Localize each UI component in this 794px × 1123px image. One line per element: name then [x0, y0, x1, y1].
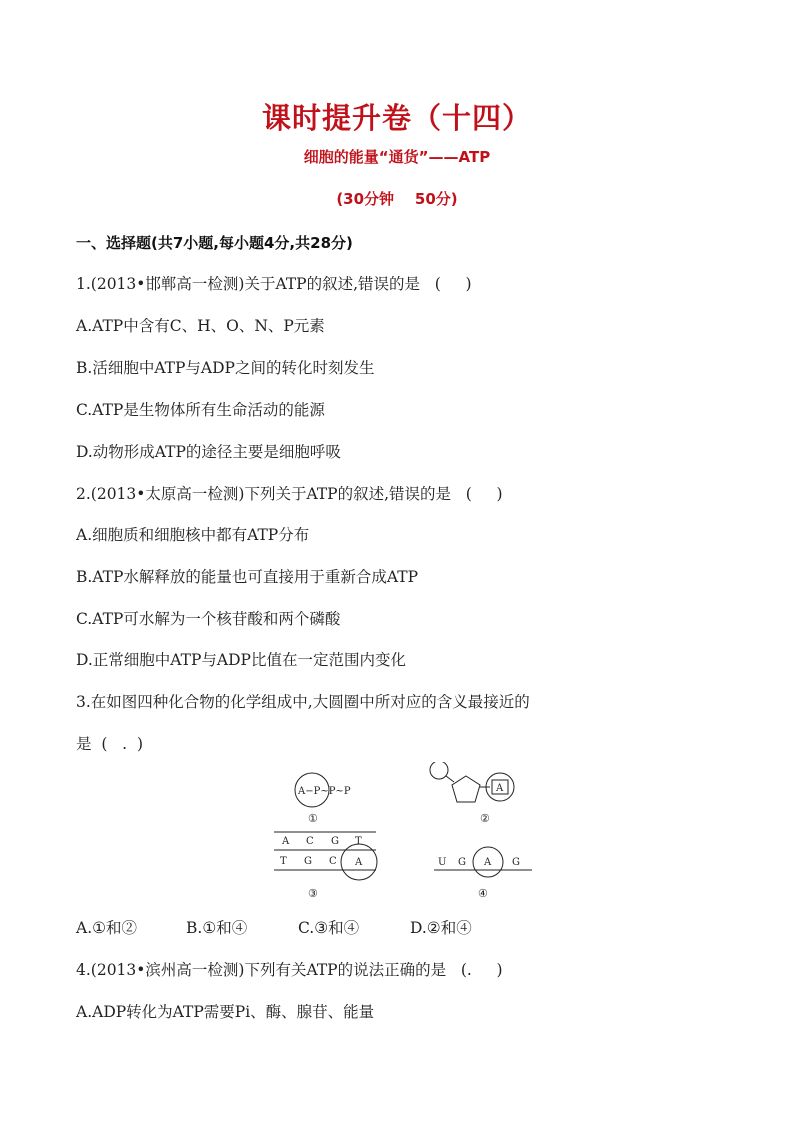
- diagram-3-bottom-0: T: [280, 856, 287, 867]
- diagram-4-letter-0: U: [438, 857, 447, 868]
- diagram-4-label: ④: [478, 887, 488, 900]
- q2-option-c: C.ATP可水解为一个核苷酸和两个磷酸: [76, 610, 341, 628]
- diagram-1-formula: A−P~P~P: [298, 786, 351, 797]
- diagram-4-last: G: [512, 857, 520, 868]
- compound-figure: [268, 762, 538, 907]
- diagram-3-top-0: A: [282, 836, 290, 847]
- diagram-2-label: ②: [480, 812, 490, 825]
- q4-option-a: A.ADP转化为ATP需要Pi、酶、腺苷、能量: [76, 1003, 375, 1021]
- q2-stem: 2.(2013•太原高一检测)下列关于ATP的叙述,错误的是 ( ): [76, 485, 503, 503]
- diagram-4-circled: A: [484, 857, 492, 868]
- q1-stem: 1.(2013•邯郸高一检测)关于ATP的叙述,错误的是 ( ): [76, 275, 472, 293]
- q3-option-d: D.②和④: [410, 919, 472, 937]
- page-subtitle: 细胞的能量“通货”——ATP: [303, 148, 491, 166]
- section-heading: 一、选择题(共7小题,每小题4分,共28分): [76, 234, 353, 252]
- q2-option-d: D.正常细胞中ATP与ADP比值在一定范围内变化: [76, 651, 406, 669]
- time-score-info: (30分钟 50分): [336, 190, 458, 208]
- q3-stem-line2: 是 ( . ): [76, 735, 144, 753]
- q1-option-a: A.ATP中含有C、H、O、N、P元素: [76, 317, 325, 335]
- diagram-4-letter-1: G: [458, 857, 466, 868]
- q1-option-d: D.动物形成ATP的途径主要是细胞呼吸: [76, 443, 341, 461]
- q2-option-a: A.细胞质和细胞核中都有ATP分布: [76, 526, 310, 544]
- diagram-3: [274, 832, 377, 900]
- q4-stem: 4.(2013•滨州高一检测)下列有关ATP的说法正确的是 (. ): [76, 961, 503, 979]
- diagram-3-label: ③: [308, 887, 318, 900]
- diagram-1-label: ①: [308, 812, 318, 825]
- diagram-4: [434, 847, 532, 900]
- diagram-3-top-3: T: [355, 836, 362, 847]
- diagram-2: [430, 762, 514, 825]
- q3-option-c: C.③和④: [298, 919, 360, 937]
- q1-option-c: C.ATP是生物体所有生命活动的能源: [76, 401, 325, 419]
- q3-option-b: B.①和④: [186, 919, 248, 937]
- page-title: 课时提升卷（十四）: [261, 101, 532, 135]
- q3-options: [76, 916, 472, 938]
- diagram-3-top-1: C: [306, 836, 314, 847]
- diagram-1: [295, 773, 351, 825]
- diagram-3-bottom-2: C: [329, 856, 337, 867]
- q2-option-b: B.ATP水解释放的能量也可直接用于重新合成ATP: [76, 568, 419, 586]
- q3-option-a: A.①和②: [76, 919, 138, 937]
- diagram-3-bottom-1: G: [304, 856, 312, 867]
- q3-stem-line1: 3.在如图四种化合物的化学组成中,大圆圈中所对应的含义最接近的: [76, 693, 530, 711]
- diagram-2-box-label: A: [496, 783, 504, 794]
- diagram-3-circled: A: [355, 857, 363, 868]
- q1-option-b: B.活细胞中ATP与ADP之间的转化时刻发生: [76, 359, 375, 377]
- diagram-3-top-2: G: [331, 836, 339, 847]
